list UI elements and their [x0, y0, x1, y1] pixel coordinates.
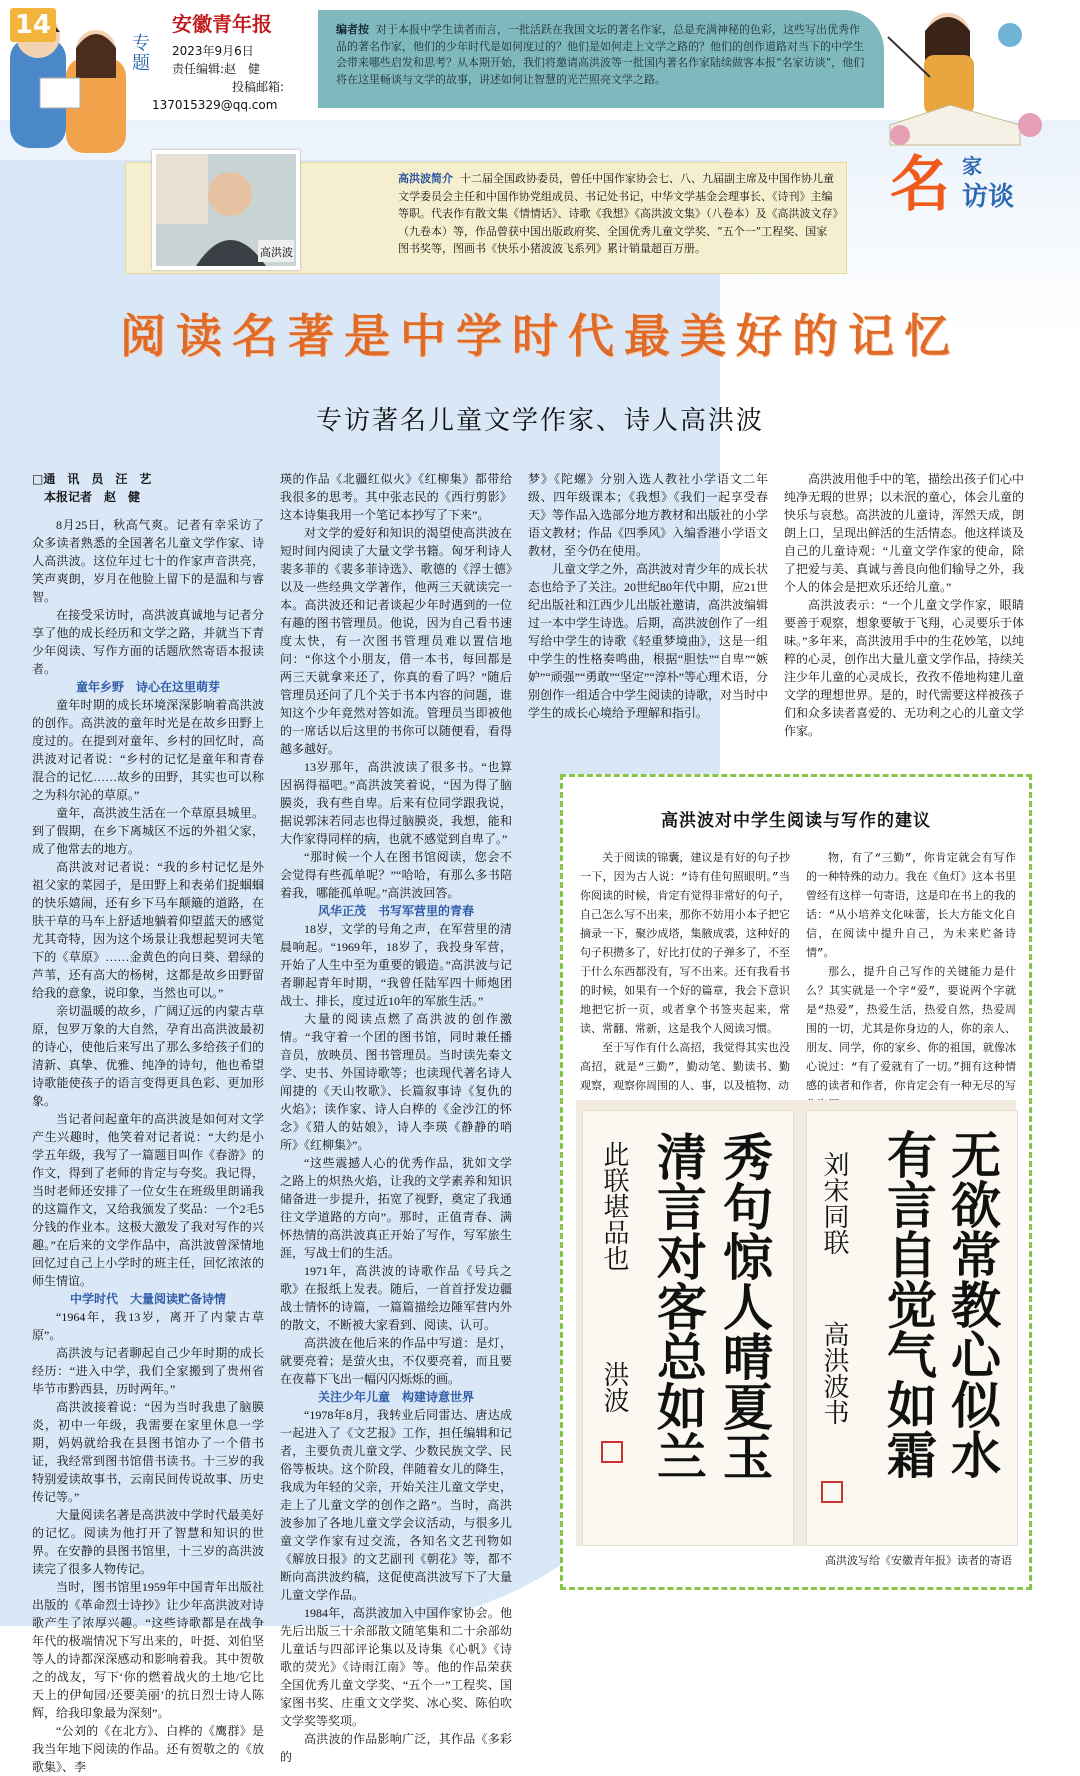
- article-paragraph: “公刘的《在北方》、白桦的《鹰群》是我当年地下阅读的作品。还有贺敬之的《放歌集》、李: [32, 1724, 264, 1774]
- scroll-1-line-2: 清言对客总如兰: [649, 1131, 708, 1481]
- article-paragraph: 童年时期的成长环境深深影响着高洪波的创作。高洪波的童年时光是在故乡田野上度过的。在提到对童年、乡村的回忆时，高洪波对记者说：“乡村的记忆是童年和青春混合的记忆……故乡的田野，其实也可以称之为科尔沁的草原。”: [32, 698, 264, 802]
- bio-label: 高洪波简介: [398, 172, 453, 185]
- article-paragraph: “那时候一个人在图书馆阅读，您会不会觉得有些孤单呢？”“哈哈，有那么多书陪着我，哪能孤单呢。”高洪波回答。: [280, 850, 512, 900]
- column-badge-illustration: [870, 5, 1060, 215]
- article-paragraph: 高洪波表示：“一个儿童文学作家，眼睛要善于观察，想象要敏于飞翔，心灵要乐于体味。”多年来，高洪波用手中的生花妙笔，以纯粹的心灵，创作出大量儿童文学作品，持续关注少年儿童的心灵成长，孜孜不倦地构建儿童文学的理想世界。是的，时代需要这样被孩子们和众多读者喜爱的、无功利之心的儿童文学作家。: [784, 598, 1025, 738]
- scroll-2-signature: 高洪波书: [819, 1321, 849, 1425]
- masthead-meta: [152, 42, 284, 114]
- suggestion-paragraph: 那么，提升自己写作的关键能力是什么？其实就是一个字“爱”，要说两个字就是“热爱”，热爱生活，热爱自然，热爱周围的一切，尤其是你身边的人，你的亲人、朋友、同学，你的家乡、你的祖国，就像冰心说过：“有了爱就有了一切。”拥有这种情感的读者和作者，你肯定会有一种无尽的写: [806, 967, 1016, 1093]
- editor-note-text: 对于本报中学生读者而言，一批活跃在我国文坛的著名作家，总是充满神秘的色彩，这些写出优秀作品的著名作家，他们的少年时代是如何度过的？他们是如何走上文学之路的？他们的创作道路对当下的中学生会带来哪些启发和思考？从本期开始，我们将邀请高洪波等一批国内著名作家陆续做客本报“名家访谈”，他们将在这里畅谈与文学的故事，讲述如何让智慧的光芒照亮文学之路。: [336, 23, 865, 86]
- article-paragraph: 1984年，高洪波加入中国作家协会。他先后出版三十余部散文随笔集和二十余部幼儿童话与四部评论集以及诗集《心帆》《诗歌的荧光》《诗雨江南》等。他的作品荣获全国优秀儿童文学奖、“五个一”工程奖、国家图书奖、庄重文文学奖、冰心奖、陈伯吹文学奖等奖项。: [280, 1606, 512, 1728]
- suggestion-paragraph: 物，有了“三勤”，你肯定就会有写作的一种特殊的动力。我在《鱼灯》这本书里曾经有这样一句寄语，这是印在书上的我的话：“从小培养文化味蕾，长大方能文化自信，在阅读中提升自己，为未来贮备诗情”。: [806, 853, 1016, 960]
- article-paragraph: 高洪波用他手中的笔，描绘出孩子们心中纯净无瑕的世界；以未泯的童心，体会儿童的快乐与哀愁。高洪波的儿童诗，浑然天成，朗朗上口，呈现出鲜活的生活情态。他这样谈及自己的儿童诗观：“儿童文学作家的使命，除了把爱与美、真诚与善良向他们输导之外，我个人的体会是把欢乐还给儿童。”: [784, 472, 1025, 594]
- calligraphy-scroll-2: [806, 1110, 1018, 1546]
- subheadline: 专访著名儿童文学作家、诗人高洪波: [315, 406, 764, 436]
- editor-note: [318, 10, 884, 108]
- scroll-1-inscription: 此联堪品也: [599, 1141, 629, 1271]
- calligraphy-caption: 高洪波写给《安徽青年报》读者的寄语: [825, 1554, 1012, 1567]
- article-paragraph: 对文学的爱好和知识的渴望使高洪波在短时间内阅读了大量文学书籍。匈牙利诗人裴多菲的《裴多菲诗选》、歌德的《浮士德》以及一些经典文学著作，他两三天就读完一本。高洪波还和记者谈起少年时遇到的一位有趣的图书管理员。他说，因为自己看书速度太快，有一次图书管理员难以置信地问：“你这个小朋友，借一本书，每回都是两三天就拿来还了，你真的看了吗？”随后管理员还问了几个关于书本内容的问题，谁知这个少年竟然对答如流。管理员当即被他的一席话以后这里的书你可以随便看，看得越多越好。: [280, 526, 512, 756]
- article-paragraph: 高洪波接着说：“因为当时我患了脑膜炎，初中一年级，我需要在家里休息一学期，妈妈就给我在县图书馆办了一个借书证，我经常到图书馆借书读书。十三岁的我特别爱读故事书，云南民间传说故事、历史传记等。”: [32, 1400, 264, 1504]
- article-paragraph: 大量阅读名著是高洪波中学时代最美好的记忆。阅读为他打开了智慧和知识的世界。在安静的县图书馆里，十三岁的高洪波读完了很多人物传记。: [32, 1508, 264, 1576]
- article-paragraph: 高洪波与记者聊起自己少年时期的成长经历：“进入中学，我们全家搬到了贵州省毕节市黔西县，历时两年。”: [32, 1346, 264, 1396]
- scroll-1-signature: 洪波: [599, 1361, 629, 1413]
- svg-text:访谈: 访谈: [962, 182, 1015, 212]
- column-badge-text-main: 名: [890, 150, 950, 215]
- article-paragraph: 当记者问起童年的高洪波是如何对文学产生兴趣时，他笑着对记者说：“大约是小学五年级，我写了一篇题目叫作《春游》的作文，得到了老师的肯定与夸奖。我记得，当时老师还安排了一位女生在班级里朗诵我的这篇作文，又给我颁发了奖品：一个2毛5分钱的作业本。这极大激发了我对写作的兴趣。”在后来的文学作品中，高洪波曾深情地回忆过自己上小学时的班主任，回忆浓浓的师生情谊。: [32, 1112, 264, 1288]
- scroll-2-inscription: 刘宋同联: [819, 1151, 849, 1255]
- suggestions-left-column: [580, 850, 790, 1097]
- seal-stamp-1: [601, 1441, 623, 1463]
- bio-text: [398, 170, 838, 258]
- byline-2: 本报记者 赵 健: [44, 490, 141, 504]
- section-heading: 中学时代 大量阅读贮备诗情: [69, 1292, 226, 1306]
- article-paragraph: 亲切温暖的故乡，广阔辽远的内蒙古草原，包罗万象的大自然，孕育出高洪波最初的诗心，使他后来写出了那么多给孩子们的清新、真挚、优雅、纯净的诗句，他也希望诗歌能使孩子的语言变得更具色彩、更加形象。: [32, 1004, 264, 1108]
- article-column-4: [784, 470, 1024, 740]
- article-paragraph: 高洪波在他后来的作品中写道：是灯，就要亮着；是萤火虫，不仅要亮着，而且要在夜幕下飞出一幅闪闪烁烁的画。: [280, 1336, 512, 1386]
- article-column-1: [32, 470, 264, 1776]
- section-heading: 童年乡野 诗心在这里萌芽: [75, 680, 220, 694]
- section-label: 专题: [132, 33, 150, 74]
- responsible-editor: 责任编辑:赵 健: [172, 62, 261, 76]
- author-photo: [152, 150, 300, 270]
- headline: 阅读名著是中学时代最美好的记忆: [120, 309, 960, 363]
- article-paragraph: “这些震撼人心的优秀作品，犹如文学之路上的炽热火焰，让我的文学素养和知识储备进一步提升，拓宽了视野，奠定了我通往文学道路的方向”。那时，正值青春、满怀热情的高洪波真正开始了写作，写军旅生涯，写战士们的生活。: [280, 1156, 512, 1260]
- editor-note-label: 编者按: [336, 23, 369, 36]
- article-paragraph: 高洪波的作品影响广泛，其作品《多彩的: [280, 1732, 512, 1764]
- email-label: 投稿邮箱:: [232, 80, 285, 94]
- suggestions-right-column: [806, 850, 1016, 1116]
- scroll-1-line-1: 秀句惊人晴夏玉: [715, 1131, 774, 1481]
- article-paragraph: 1971年，高洪波的诗歌作品《号兵之歌》在报纸上发表。随后，一首首抒发边疆战士情怀的诗篇，一篇篇描绘边陲军营内外的散文，不断被大家看到、阅读、认可。: [280, 1264, 512, 1332]
- article-paragraph: “1978年8月，我转业后同雷达、唐达成一起进入了《文艺报》工作，担任编辑和记者，主要负责儿童文学、少数民族文学、民俗等板块。这个阶段，伴随着女儿的降生，我成为年轻的父亲，开始关注儿童文学史，走上了儿童文学的创作之路”。当时，高洪波参加了各地儿童文学会议活动，与很多儿童文学作家有过交流，各知名文艺刊物如《解放日报》的文艺副刊《朝花》等，都不断向高洪波约稿，这促使高洪波写下了大量儿童文学作品。: [280, 1408, 512, 1602]
- section-heading: 风华正茂 书写军营里的青春: [317, 904, 474, 918]
- article-paragraph: 童年，高洪波生活在一个草原县城里。到了假期，在乡下离城区不远的外祖父家，成了他常去的地方。: [32, 806, 264, 856]
- section-heading: 关注少年儿童 构建诗意世界: [317, 1390, 474, 1404]
- page-number: 14: [10, 8, 56, 42]
- scroll-2-line-2: 有言自觉气如霜: [879, 1129, 938, 1479]
- newspaper-name: 安徽青年报: [172, 12, 272, 36]
- article-paragraph: 瑛的作品《北疆红似火》《红柳集》都带给我很多的思考。其中张志民的《西行剪影》这本诗集我用一个笔记本抄写了下来”。: [280, 472, 512, 522]
- seal-stamp-2: [821, 1481, 843, 1503]
- issue-date: 2023年9月6日: [172, 44, 254, 58]
- suggestions-title: 高洪波对中学生阅读与写作的建议: [661, 811, 931, 831]
- calligraphy-scroll-1: [582, 1110, 794, 1546]
- article-paragraph: “1964年，我13岁，离开了内蒙古草原”。: [32, 1310, 264, 1342]
- article-paragraph: 在接受采访时，高洪波真诚地与记者分享了他的成长经历和文学之路，并就当下青少年阅读、写作方面的话题欣然寄语本报读者。: [32, 608, 264, 676]
- article-paragraph: 8月25日，秋高气爽。记者有幸采访了众多读者熟悉的全国著名儿童文学作家、诗人高洪波。这位年过七十的作家声音洪亮，笑声爽朗，岁月在他脸上留下的是温和与睿智。: [32, 518, 264, 604]
- suggestion-paragraph: 关于阅读的锦囊，建议是有好的句子抄一下，因为古人说：“诗有佳句照眼明。”当你阅读的时候，肯定有觉得非常好的句子，自己怎么写不出来，那你不妨用小本子把它摘录一下，聚沙成塔，集腋成裘，这种好的句子积攒多了，好比打仗的子弹多了，不至于什么东西都没有，写不出来。还有我看书的时候，如果有一个好的篇章，我会下意识地把它折一页，或者拿个书签夹起来，常读、常翻、常新，这是我个人阅读习惯。: [580, 853, 790, 1036]
- article-paragraph: 13岁那年，高洪波读了很多书。“也算因祸得福吧。”高洪波笑着说，“因为得了脑膜炎，我有些自卑。后来有位同学跟我说，据说郭沫若同志也得过脑膜炎，我想，能和大作家得同样的病，也就不感觉到自卑了。”: [280, 760, 512, 846]
- suggestion-paragraph: 至于写作有什么高招，我觉得其实也没高招，就是“三勤”，勤动笔、勤读书、勤观察，观察你周围的人、事，以及植物、动: [580, 1043, 790, 1093]
- byline-1: □通 讯 员 汪 艺: [32, 472, 152, 486]
- article-column-3: [528, 470, 768, 722]
- article-paragraph: 儿童文学之外，高洪波对青少年的成长状态也给予了关注。20世纪80年代中期，应21世纪出版社和江西少儿出版社邀请，高洪波编辑过一本中学生诗选。后期，高洪波创作了一组写给中学生的诗歌《轻重梦境曲》，这是一组中学生的性格奏鸣曲，根据“胆怯”“自卑”“嫉妒”“顽强”“勇敢”“坚定”“淳朴”等心理术语，分别创作一组适合中学生阅读的诗歌，对当时中学生的成长心境给予理解和指引。: [528, 562, 769, 720]
- article-paragraph: 高洪波对记者说：“我的乡村记忆是外祖父家的菜园子，是田野上和表弟们捉蝈蝈的快乐嬉闹，还有乡下马车颠簸的道路，在肤干草的马车上舒适地躺着仰望蓝天的感觉尤其奇特，因为这个场景让我想起契诃夫笔下的《草原》……金黄色的向日葵、碧绿的芦苇，还有高大的杨树，这都是故乡田野留给我的意象，说印象，当然也可以。”: [32, 860, 264, 1000]
- article-paragraph: 梦》《陀螺》分别入选人教社小学语文二年级、四年级课本；《我想》《我们一起享受春天》等作品入选部分地方教材和出版社的小学语文教材；作品《四季风》入编香港小学语文教材，至今仍在使用。: [528, 472, 769, 558]
- article-paragraph: 当时，图书馆里1959年中国青年出版社出版的《革命烈士诗抄》让少年高洪波对诗歌产生了浓厚兴趣。“这些诗歌都是在战争年代的极端情况下写出来的，叶挺、刘伯坚等人的诗都深深感动和影响着我。其中贺敬之的战友，写下‘你的燃着战火的土地/它比天上的伊甸园/还要美丽’的抗日烈士诗人陈辉，给我印象最为深刻”。: [32, 1580, 264, 1720]
- email-address: 137015329@qq.com: [152, 98, 278, 112]
- article-paragraph: 18岁，文学的号角之声，在军营里的清晨响起。“1969年，18岁了，我投身军营，开始了人生中至为重要的锻造。”高洪波与记者聊起青年时期，“我曾任陆军四十师炮团战士、排长，度过近10年的军旅生活。”: [280, 922, 512, 1008]
- bio-body: 十二届全国政协委员，曾任中国作家协会七、八、九届副主席及中国作协儿童文学委员会主任和中国作协党组成员、书记处书记，中华文学基金会理事长、《诗刊》主编等职。代表作有散文集《情情话》、诗歌《我想》《高洪波文集》（八卷本）及《高洪波文存》（九卷本）等，作品曾获中国出版政府奖、全国优秀儿童文学奖、“五个一”工程奖、国家图书奖等，图画书《快乐小猪波波飞系列》累计销量超百万册。: [398, 172, 838, 255]
- article-column-2: [280, 470, 512, 1766]
- svg-text:家: 家: [962, 154, 982, 178]
- article-paragraph: 大量的阅读点燃了高洪波的创作激情。“我守着一个团的图书馆，同时兼任播音员，放映员、图书管理员。当时读先秦文学、史书、外国诗歌等；也读现代著名诗人闻捷的《天山牧歌》、长篇叙事诗《复仇的火焰》；读作家、诗人白桦的《金沙江的怀念》《猎人的姑娘》，诗人李瑛《静静的哨所》《红柳集》”。: [280, 1012, 512, 1152]
- scroll-2-line-1: 无欲常教心似水: [943, 1129, 1002, 1479]
- photo-signature: 高洪波: [260, 246, 293, 259]
